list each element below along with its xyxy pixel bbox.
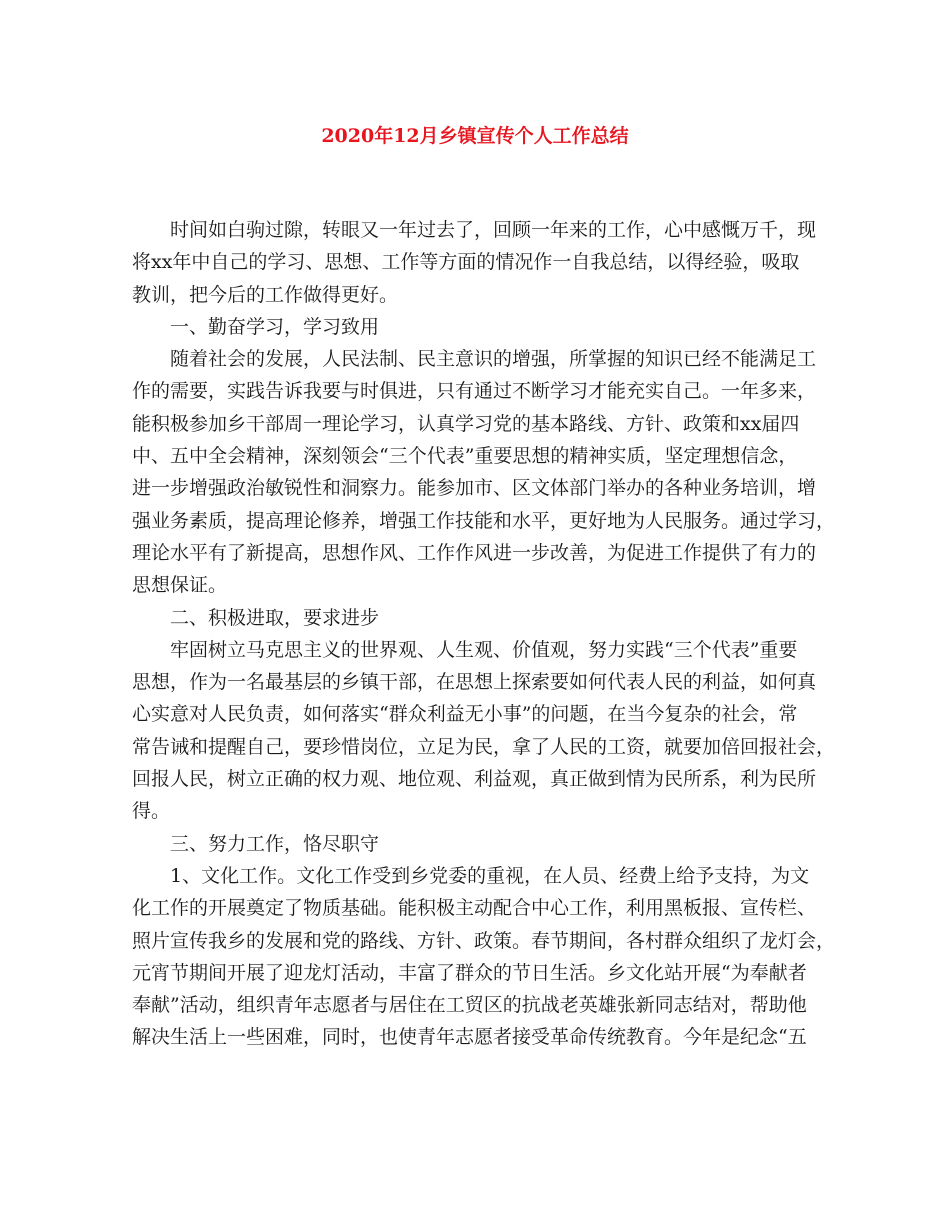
text-line: 思想保证。 <box>132 574 228 597</box>
text-line: 三、努力工作，恪尽职守 <box>170 832 380 855</box>
text-line: 理论水平有了新提高，思想作风、工作作风进一步改善，为促进工作提供了有力的 <box>132 541 817 564</box>
paragraph <box>132 343 836 601</box>
paragraph <box>132 634 836 828</box>
text-line: 化工作的开展奠定了物质基础。能积极主动配合中心工作，利用黑板报、宣传栏、 <box>132 897 817 920</box>
text-line: 教训，把今后的工作做得更好。 <box>132 283 399 306</box>
paragraph <box>132 828 832 860</box>
paragraph <box>132 860 836 1054</box>
text-line: 中、五中全会精神，深刻领会“三个代表”重要思想的精神实质，坚定理想信念， <box>132 445 798 468</box>
paragraph <box>132 311 832 343</box>
text-line: 解决生活上一些困难，同时，也使青年志愿者接受革命传统教育。今年是纪念“五 <box>132 1026 807 1049</box>
text-line: 随着社会的发展，人民法制、民主意识的增强，所掌握的知识已经不能满足工 <box>170 348 817 371</box>
text-line: 一、勤奋学习，学习致用 <box>170 315 380 338</box>
text-line: 时间如白驹过隙，转眼又一年过去了，回顾一年来的工作，心中感慨万千，现 <box>170 219 817 241</box>
document-body <box>132 214 836 1054</box>
text-line: 1、文化工作。文化工作受到乡党委的重视，在人员、经费上给予支持，为文 <box>170 864 810 887</box>
text-line: 常告诫和提醒自己，要珍惜岗位，立足为民，拿了人民的工资，就要加倍回报社会， <box>132 735 836 758</box>
text-line: 能积极参加乡干部周一理论学习，认真学习党的基本路线、方针、政策和xx届四 <box>132 412 800 435</box>
text-line: 心实意对人民负责，如何落实“群众利益无小事”的问题，在当今复杂的社会，常 <box>132 703 798 726</box>
paragraph <box>132 602 832 634</box>
text-line: 回报人民，树立正确的权力观、地位观、利益观，真正做到情为民所系，利为民所 <box>132 768 817 791</box>
text-line: 进一步增强政治敏锐性和洞察力。能参加市、区文体部门举办的各种业务培训，增 <box>132 477 817 500</box>
text-line: 得。 <box>132 800 171 823</box>
text-line: 强业务素质，提高理论修养，增强工作技能和水平，更好地为人民服务。通过学习， <box>132 509 836 532</box>
text-line: 牢固树立马克思主义的世界观、人生观、价值观，努力实践“三个代表”重要 <box>170 638 798 661</box>
text-line: 二、积极进取，要求进步 <box>170 606 380 629</box>
text-line: 奉献”活动，组织青年志愿者与居住在工贸区的抗战老英雄张新同志结对，帮助他 <box>132 994 807 1017</box>
text-line: 将xx年中自己的学习、思想、工作等方面的情况作一自我总结，以得经验，吸取 <box>132 251 800 274</box>
paragraph <box>132 214 832 311</box>
document-title: 2020年12月乡镇宣传个人工作总结 <box>321 125 629 147</box>
text-line: 照片宣传我乡的发展和党的路线、方针、政策。春节期间，各村群众组织了龙灯会， <box>132 929 836 952</box>
text-line: 元宵节期间开展了迎龙灯活动，丰富了群众的节日生活。乡文化站开展“为奉献者 <box>132 961 807 984</box>
text-line: 作的需要，实践告诉我要与时俱进，只有通过不断学习才能充实自己。一年多来， <box>132 380 817 403</box>
text-line: 思想，作为一名最基层的乡镇干部，在思想上探索要如何代表人民的利益，如何真 <box>132 671 817 694</box>
